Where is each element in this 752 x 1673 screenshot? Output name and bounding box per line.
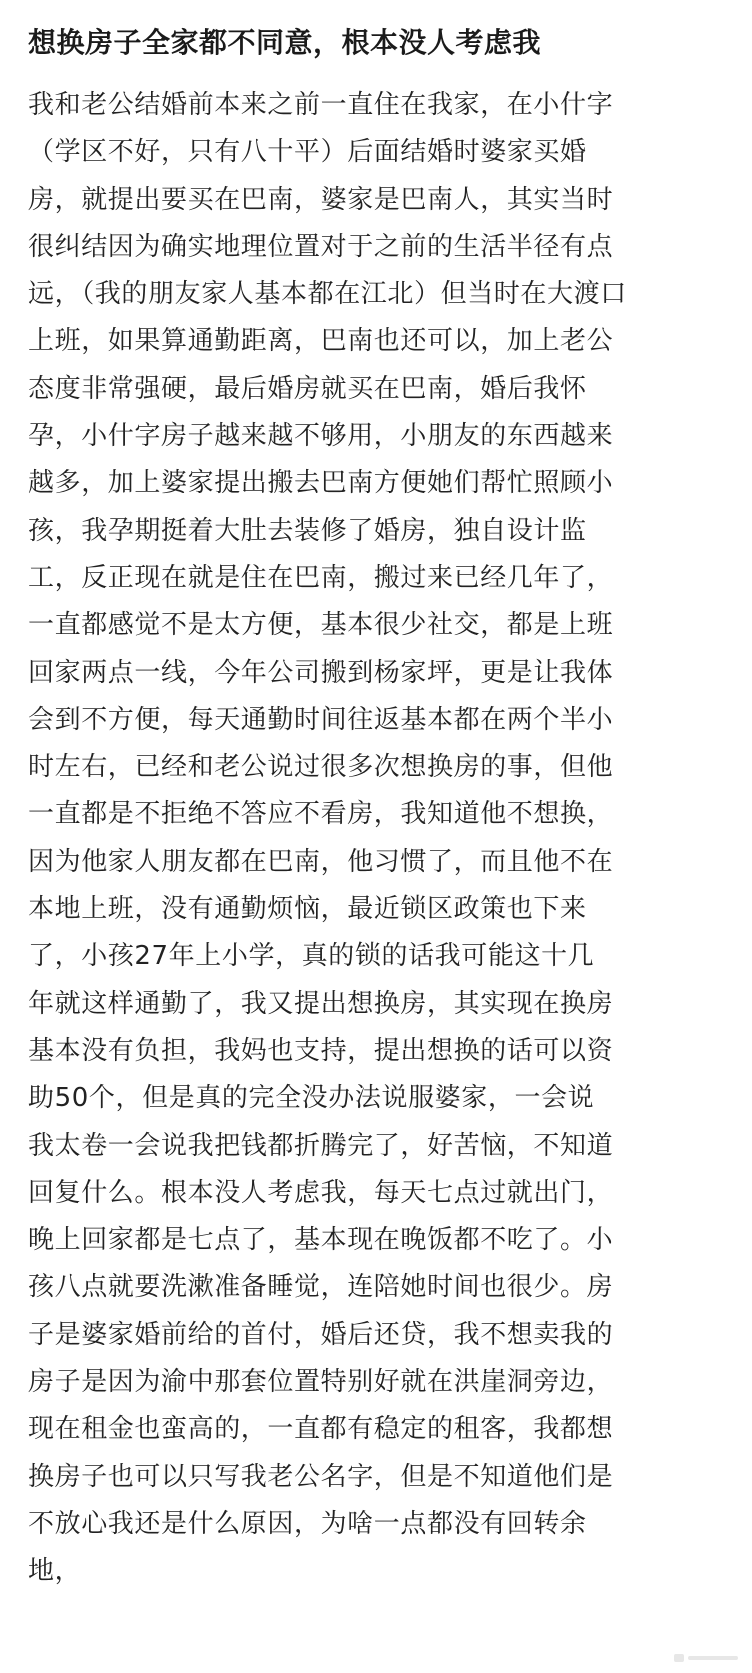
post-body-line: 很纠结因为确实地理位置对于之前的生活半径有点 (28, 231, 614, 262)
post-body-line: 孩八点就要洗漱准备睡觉，连陪她时间也很少。房 (28, 1272, 614, 1303)
post-body-line: 上班，如果算通勤距离，巴南也还可以，加上老公 (28, 326, 614, 357)
post-body-line: 助50个，但是真的完全没办法说服婆家，一会说 (28, 1083, 595, 1114)
post-body-line: 孕，小什字房子越来越不够用，小朋友的东西越来 (28, 421, 614, 452)
post-body-line: 我和老公结婚前本来之前一直住在我家，在小什字 (28, 90, 614, 120)
post-body-line: 了，小孩27年上小学，真的锁的话我可能这十几 (28, 941, 595, 972)
post-body-line: 换房子也可以只写我老公名字，但是不知道他们是 (28, 1461, 614, 1492)
watermark-logo-icon (674, 1651, 740, 1665)
post-body-line: 回家两点一线，今年公司搬到杨家坪，更是让我体 (28, 657, 614, 688)
post-body-line: 我太卷一会说我把钱都折腾完了，好苦恼，不知道 (28, 1130, 614, 1161)
post-body-line: 不放心我还是什么原因，为啥一点都没有回转余 (28, 1508, 587, 1539)
post-body-line: 越多，加上婆家提出搬去巴南方便她们帮忙照顾小 (28, 468, 614, 499)
post-body-line: 一直都感觉不是太方便，基本很少社交，都是上班 (28, 610, 614, 641)
post-body-line: 一直都是不拒绝不答应不看房，我知道他不想换， (28, 799, 614, 830)
post-body-line: （学区不好，只有八十平）后面结婚时婆家买婚 (28, 137, 587, 168)
post-body-line: 子是婆家婚前给的首付，婚后还贷，我不想卖我的 (28, 1319, 614, 1350)
post-body-line: 现在租金也蛮高的，一直都有稳定的租客，我都想 (28, 1414, 614, 1445)
post-title: 想换房子全家都不同意，根本没人考虑我 (28, 26, 542, 59)
post-body-line: 会到不方便，每天通勤时间往返基本都在两个半小 (28, 704, 614, 735)
post-body-line: 年就这样通勤了，我又提出想换房，其实现在换房 (28, 988, 614, 1019)
post-body-line: 本地上班，没有通勤烦恼，最近锁区政策也下来 (28, 894, 587, 925)
post-body-line: 孩，我孕期挺着大肚去装修了婚房，独自设计监 (28, 515, 587, 546)
post-body-line: 态度非常强硬，最后婚房就买在巴南，婚后我怀 (28, 373, 587, 404)
post-body-line: 工，反正现在就是住在巴南，搬过来已经几年了， (28, 562, 614, 593)
post-body-line: 基本没有负担，我妈也支持，提出想换的话可以资 (28, 1035, 614, 1066)
post-body-line: 地， (28, 1556, 82, 1587)
post-body-line: 回复什么。根本没人考虑我，每天七点过就出门， (28, 1177, 614, 1208)
post-body-line: 远，（我的朋友家人基本都在江北）但当时在大渡口 (28, 279, 627, 310)
post-body-line: 房，就提出要买在巴南，婆家是巴南人，其实当时 (28, 184, 614, 215)
post-body-line: 因为他家人朋友都在巴南，他习惯了，而且他不在 (28, 846, 614, 877)
post-body-line: 时左右，已经和老公说过很多次想换房的事，但他 (28, 752, 614, 783)
post-body (28, 82, 724, 1596)
post-body-line: 房子是因为渝中那套位置特别好就在洪崖洞旁边， (28, 1367, 614, 1398)
post-body-line: 晚上回家都是七点了，基本现在晚饭都不吃了。小 (28, 1225, 614, 1256)
